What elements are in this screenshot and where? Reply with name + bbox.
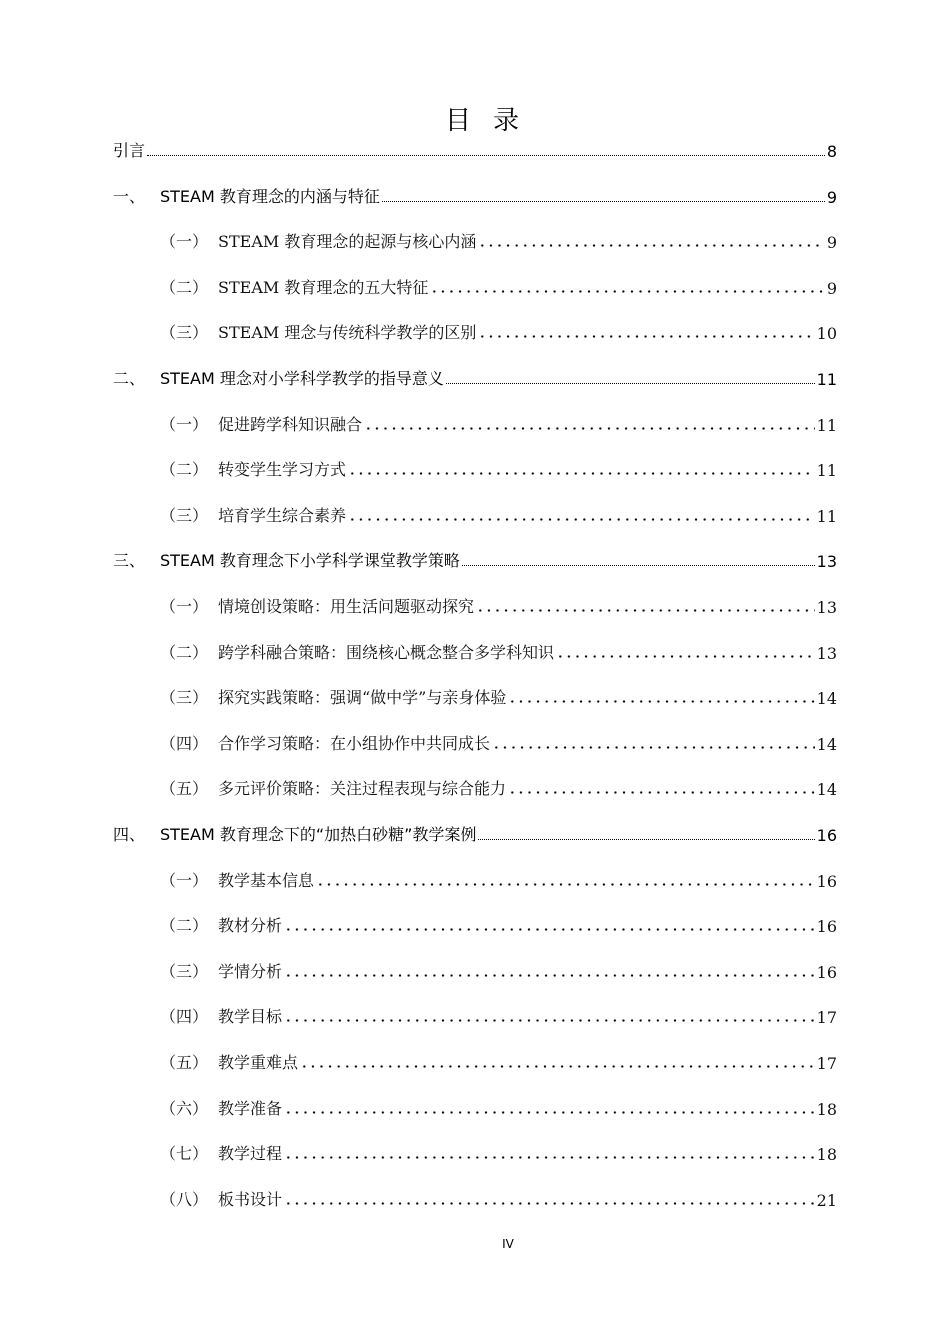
toc-entry-label: 教学过程 [218, 1144, 283, 1164]
toc-entry-page-number: 17 [816, 1054, 837, 1073]
toc-entry-number: 二、 [113, 369, 146, 388]
toc-entry-number: （七） [160, 1144, 209, 1164]
toc-entry-page-number: 8 [826, 142, 837, 161]
toc-entry-number: 三、 [113, 551, 146, 571]
toc-entry-label: 学情分析 [218, 961, 283, 981]
toc-entry-label: 板书设计 [218, 1189, 283, 1209]
toc-dot-leader [462, 563, 815, 566]
toc-entry-number: （四） [160, 733, 209, 753]
toc-entry-number: （一） [160, 597, 209, 616]
toc-entry-number: （二） [160, 460, 209, 480]
toc-entry-page-number: 11 [816, 415, 837, 435]
toc-entry-page-number: 11 [816, 506, 837, 526]
toc-section-entry[interactable] [113, 365, 837, 389]
toc-entry-page-number: 13 [816, 643, 837, 663]
toc-subsection-entry[interactable] [160, 502, 837, 526]
toc-entry-page-number: 9 [826, 278, 837, 298]
toc-entry-number: （三） [160, 688, 209, 708]
toc-entry[interactable] [113, 137, 837, 161]
toc-entry-number: （一） [160, 870, 209, 890]
toc-entry-number: （五） [160, 1053, 209, 1072]
toc-dot-leader [147, 153, 825, 156]
toc-entry-page-number: 9 [826, 233, 837, 253]
toc-entry-label: STEAM 教育理念的内涵与特征 [160, 186, 380, 206]
toc-entry-number: 四、 [113, 825, 146, 844]
toc-dot-leader [300, 1065, 815, 1068]
toc-section-entry[interactable] [113, 547, 837, 571]
toc-entry-label: 培育学生综合素养 [218, 505, 347, 525]
toc-entry-number: （二） [160, 642, 209, 662]
toc-entry-page-number: 10 [816, 324, 837, 344]
toc-dot-leader [364, 427, 815, 430]
toc-entry-page-number: 18 [816, 1099, 837, 1119]
toc-dot-leader [348, 472, 815, 475]
toc-entry-label: STEAM 教育理念的起源与核心内涵 [218, 232, 477, 252]
toc-entry-page-number: 14 [816, 689, 837, 709]
page-title: 目录 [444, 106, 541, 136]
toc-subsection-entry[interactable] [160, 1003, 837, 1027]
toc-dot-leader [556, 655, 815, 658]
toc-dot-leader [284, 1111, 815, 1114]
toc-entry-label: STEAM 教育理念下小学科学课堂教学策略 [160, 551, 460, 571]
toc-entry-label: STEAM 教育理念下的“加热白砂糖”教学案例 [160, 825, 477, 844]
toc-entry-page-number: 17 [816, 1008, 837, 1028]
toc-dot-leader [284, 1019, 815, 1022]
toc-entry-label: STEAM 理念对小学科学教学的指导意义 [160, 369, 444, 388]
toc-subsection-entry[interactable] [160, 1140, 837, 1164]
toc-entry-page-number: 14 [816, 734, 837, 754]
toc-entry-page-number: 18 [816, 1145, 837, 1165]
toc-dot-leader [284, 1156, 815, 1159]
toc-subsection-entry[interactable] [160, 456, 837, 480]
toc-dot-leader [492, 746, 815, 749]
toc-entry-label: 合作学习策略：在小组协作中共同成长 [218, 733, 491, 753]
toc-entry-label: 促进跨学科知识融合 [218, 414, 363, 434]
toc-entry-label: 教学重难点 [218, 1053, 299, 1072]
toc-dot-leader [430, 290, 824, 293]
toc-entry-page-number: 16 [816, 917, 837, 937]
toc-dot-leader [446, 381, 815, 384]
toc-subsection-entry[interactable] [160, 639, 837, 663]
toc-entry-number: （一） [160, 232, 209, 252]
toc-subsection-entry[interactable] [160, 958, 837, 982]
toc-entry-page-number: 13 [816, 598, 837, 617]
toc-dot-leader [508, 791, 815, 794]
toc-entry-number: （一） [160, 414, 209, 434]
toc-dot-leader [476, 609, 815, 612]
toc-dot-leader [478, 837, 814, 840]
toc-dot-leader [284, 928, 815, 931]
toc-entry-page-number: 16 [816, 871, 837, 891]
toc-dot-leader [348, 518, 815, 521]
toc-section-entry[interactable] [113, 821, 837, 845]
toc-entry-number: （二） [160, 916, 209, 936]
page-footer-number: IV [502, 1237, 514, 1251]
toc-entry-number: （三） [160, 323, 209, 343]
toc-entry-number: 一、 [113, 186, 146, 206]
toc-subsection-entry[interactable] [160, 912, 837, 936]
toc-entry-label: 探究实践策略：强调“做中学”与亲身体验 [218, 688, 507, 708]
toc-entry-label: 情境创设策略：用生活问题驱动探究 [218, 597, 475, 616]
toc-subsection-entry[interactable] [160, 411, 837, 435]
toc-entry-label: 转变学生学习方式 [218, 460, 347, 480]
toc-dot-leader [382, 199, 825, 202]
toc-entry-label: STEAM 教育理念的五大特征 [218, 277, 429, 297]
toc-entry-label: 引言 [113, 141, 146, 160]
toc-subsection-entry[interactable] [160, 1095, 837, 1119]
toc-subsection-entry[interactable] [160, 319, 837, 343]
toc-subsection-entry[interactable] [160, 1049, 837, 1073]
toc-entry-page-number: 16 [816, 826, 837, 845]
toc-entry-label: 教学准备 [218, 1098, 283, 1118]
toc-subsection-entry[interactable] [160, 730, 837, 754]
toc-subsection-entry[interactable] [160, 684, 837, 708]
toc-entry-number: （二） [160, 277, 209, 297]
toc-entry-label: 教材分析 [218, 916, 283, 936]
toc-entry-label: STEAM 理念与传统科学教学的区别 [218, 323, 477, 343]
toc-section-entry[interactable] [113, 183, 837, 207]
toc-entry-number: （四） [160, 1007, 209, 1027]
toc-entry-number: （八） [160, 1189, 209, 1209]
toc-entry-number: （六） [160, 1098, 209, 1118]
toc-entry-label: 教学基本信息 [218, 870, 315, 890]
toc-entry-page-number: 13 [816, 552, 837, 572]
toc-entry-page-number: 11 [816, 461, 837, 481]
toc-subsection-entry[interactable] [160, 775, 837, 799]
toc-entry-label: 多元评价策略：关注过程表现与综合能力 [218, 779, 507, 799]
toc-subsection-entry[interactable] [160, 228, 837, 252]
toc-entry-label: 跨学科融合策略：围绕核心概念整合多学科知识 [218, 642, 555, 662]
toc-entry-page-number: 16 [816, 962, 837, 982]
toc-entry-number: （三） [160, 961, 209, 981]
toc-entry-page-number: 11 [816, 370, 837, 389]
toc-entry-label: 教学目标 [218, 1007, 283, 1027]
toc-entry-number: （五） [160, 779, 209, 799]
toc-subsection-entry[interactable] [160, 274, 837, 298]
toc-entry-number: （三） [160, 505, 209, 525]
toc-entry-page-number: 21 [816, 1190, 837, 1210]
toc-subsection-entry[interactable] [160, 867, 837, 891]
toc-entry-page-number: 9 [826, 187, 837, 207]
toc-dot-leader [478, 335, 814, 338]
toc-subsection-entry[interactable] [160, 593, 837, 617]
toc-dot-leader [284, 974, 815, 977]
toc-dot-leader [478, 244, 824, 247]
toc-dot-leader [284, 1202, 815, 1205]
toc-subsection-entry[interactable] [160, 1186, 837, 1210]
toc-dot-leader [508, 700, 814, 703]
toc-dot-leader [316, 883, 815, 886]
toc-entry-page-number: 14 [816, 780, 837, 800]
